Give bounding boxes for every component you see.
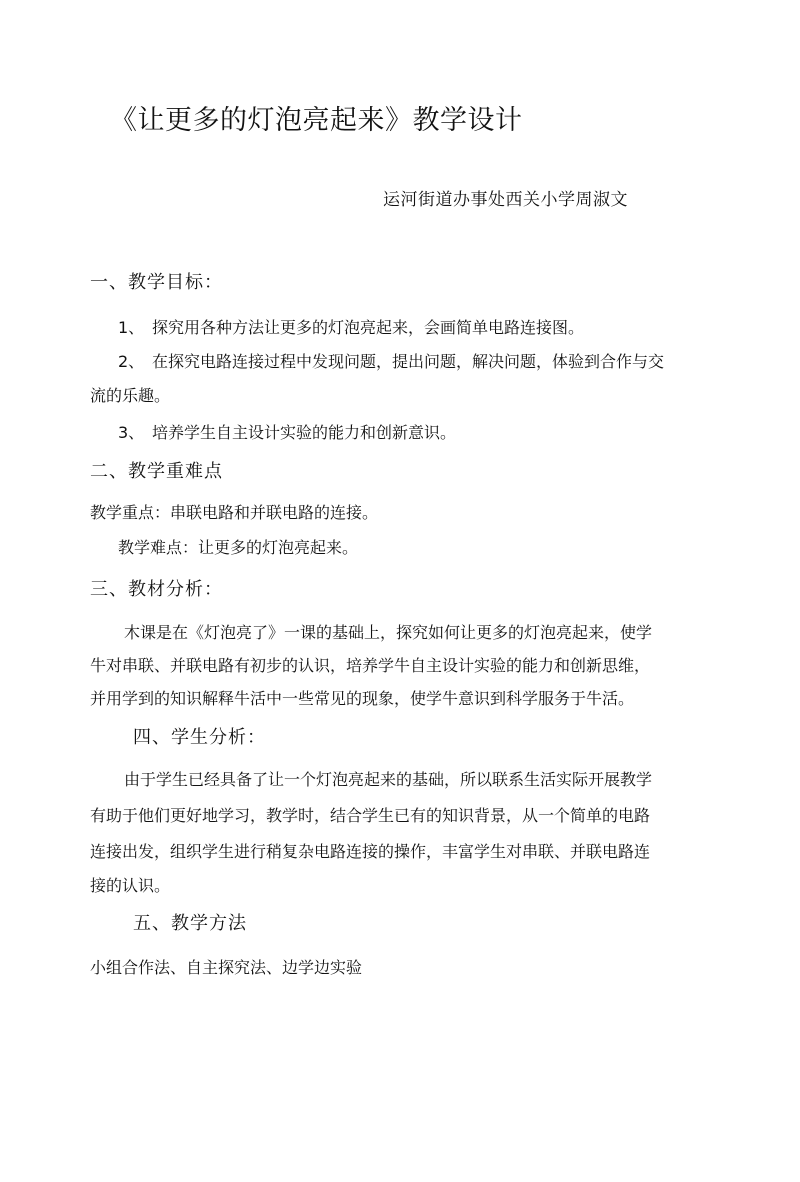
document-author: 运河街道办事处西关小学周淑文: [383, 190, 628, 210]
document-title: 《让更多的灯泡亮起来》教学设计: [110, 105, 523, 136]
material-line: 木课是在《灯泡亮了》一课的基础上，探究如何让更多的灯泡亮起来，使学: [124, 623, 653, 642]
key-point-focus: 教学重点：串联电路和并联电路的连接。: [90, 503, 379, 522]
material-line: 牛对串联、并联电路有初步的认识，培养学牛自主设计实验的能力和创新思维，: [90, 656, 651, 675]
section-heading-methods: 五、教学方法: [133, 913, 247, 934]
goal-item-number: 1、: [118, 318, 145, 337]
goal-item-text: 培养学生自主设计实验的能力和创新意识。: [152, 423, 457, 442]
goal-item-2: [118, 352, 664, 372]
goal-item-number: 2、: [118, 352, 145, 371]
section-heading-goals: 一、教学目标：: [90, 272, 223, 293]
goal-item-3: [118, 423, 456, 443]
students-line: 接的认识。: [90, 876, 171, 895]
students-line: 由于学生已经具备了让一个灯泡亮起来的基础，所以联系生活实际开展教学: [124, 770, 653, 789]
goal-item-2-continuation: 流的乐趣。: [90, 386, 171, 405]
students-line: 连接出发，组织学生进行稍复杂电路连接的操作，丰富学生对串联、并联电路连: [90, 842, 651, 861]
section-heading-key-points: 二、教学重难点: [90, 461, 223, 482]
material-line: 并用学到的知识解释牛活中一些常见的现象，使学牛意识到科学服务于牛活。: [90, 689, 635, 708]
goal-item-number: 3、: [118, 423, 145, 442]
section-heading-material: 三、教材分析：: [90, 579, 223, 600]
students-line: 有助于他们更好地学习，教学时，结合学生已有的知识背景，从一个简单的电路: [90, 806, 651, 825]
goal-item-text: 探究用各种方法让更多的灯泡亮起来，会画简单电路连接图。: [152, 318, 585, 337]
section-heading-students: 四、学生分析：: [133, 727, 266, 748]
methods-text: 小组合作法、自主探究法、边学边实验: [90, 958, 363, 977]
goal-item-1: [118, 318, 584, 338]
goal-item-text: 在探究电路连接过程中发现问题，提出问题，解决问题，体验到合作与交: [152, 352, 665, 371]
key-point-difficulty: 教学难点：让更多的灯泡亮起来。: [118, 538, 359, 557]
